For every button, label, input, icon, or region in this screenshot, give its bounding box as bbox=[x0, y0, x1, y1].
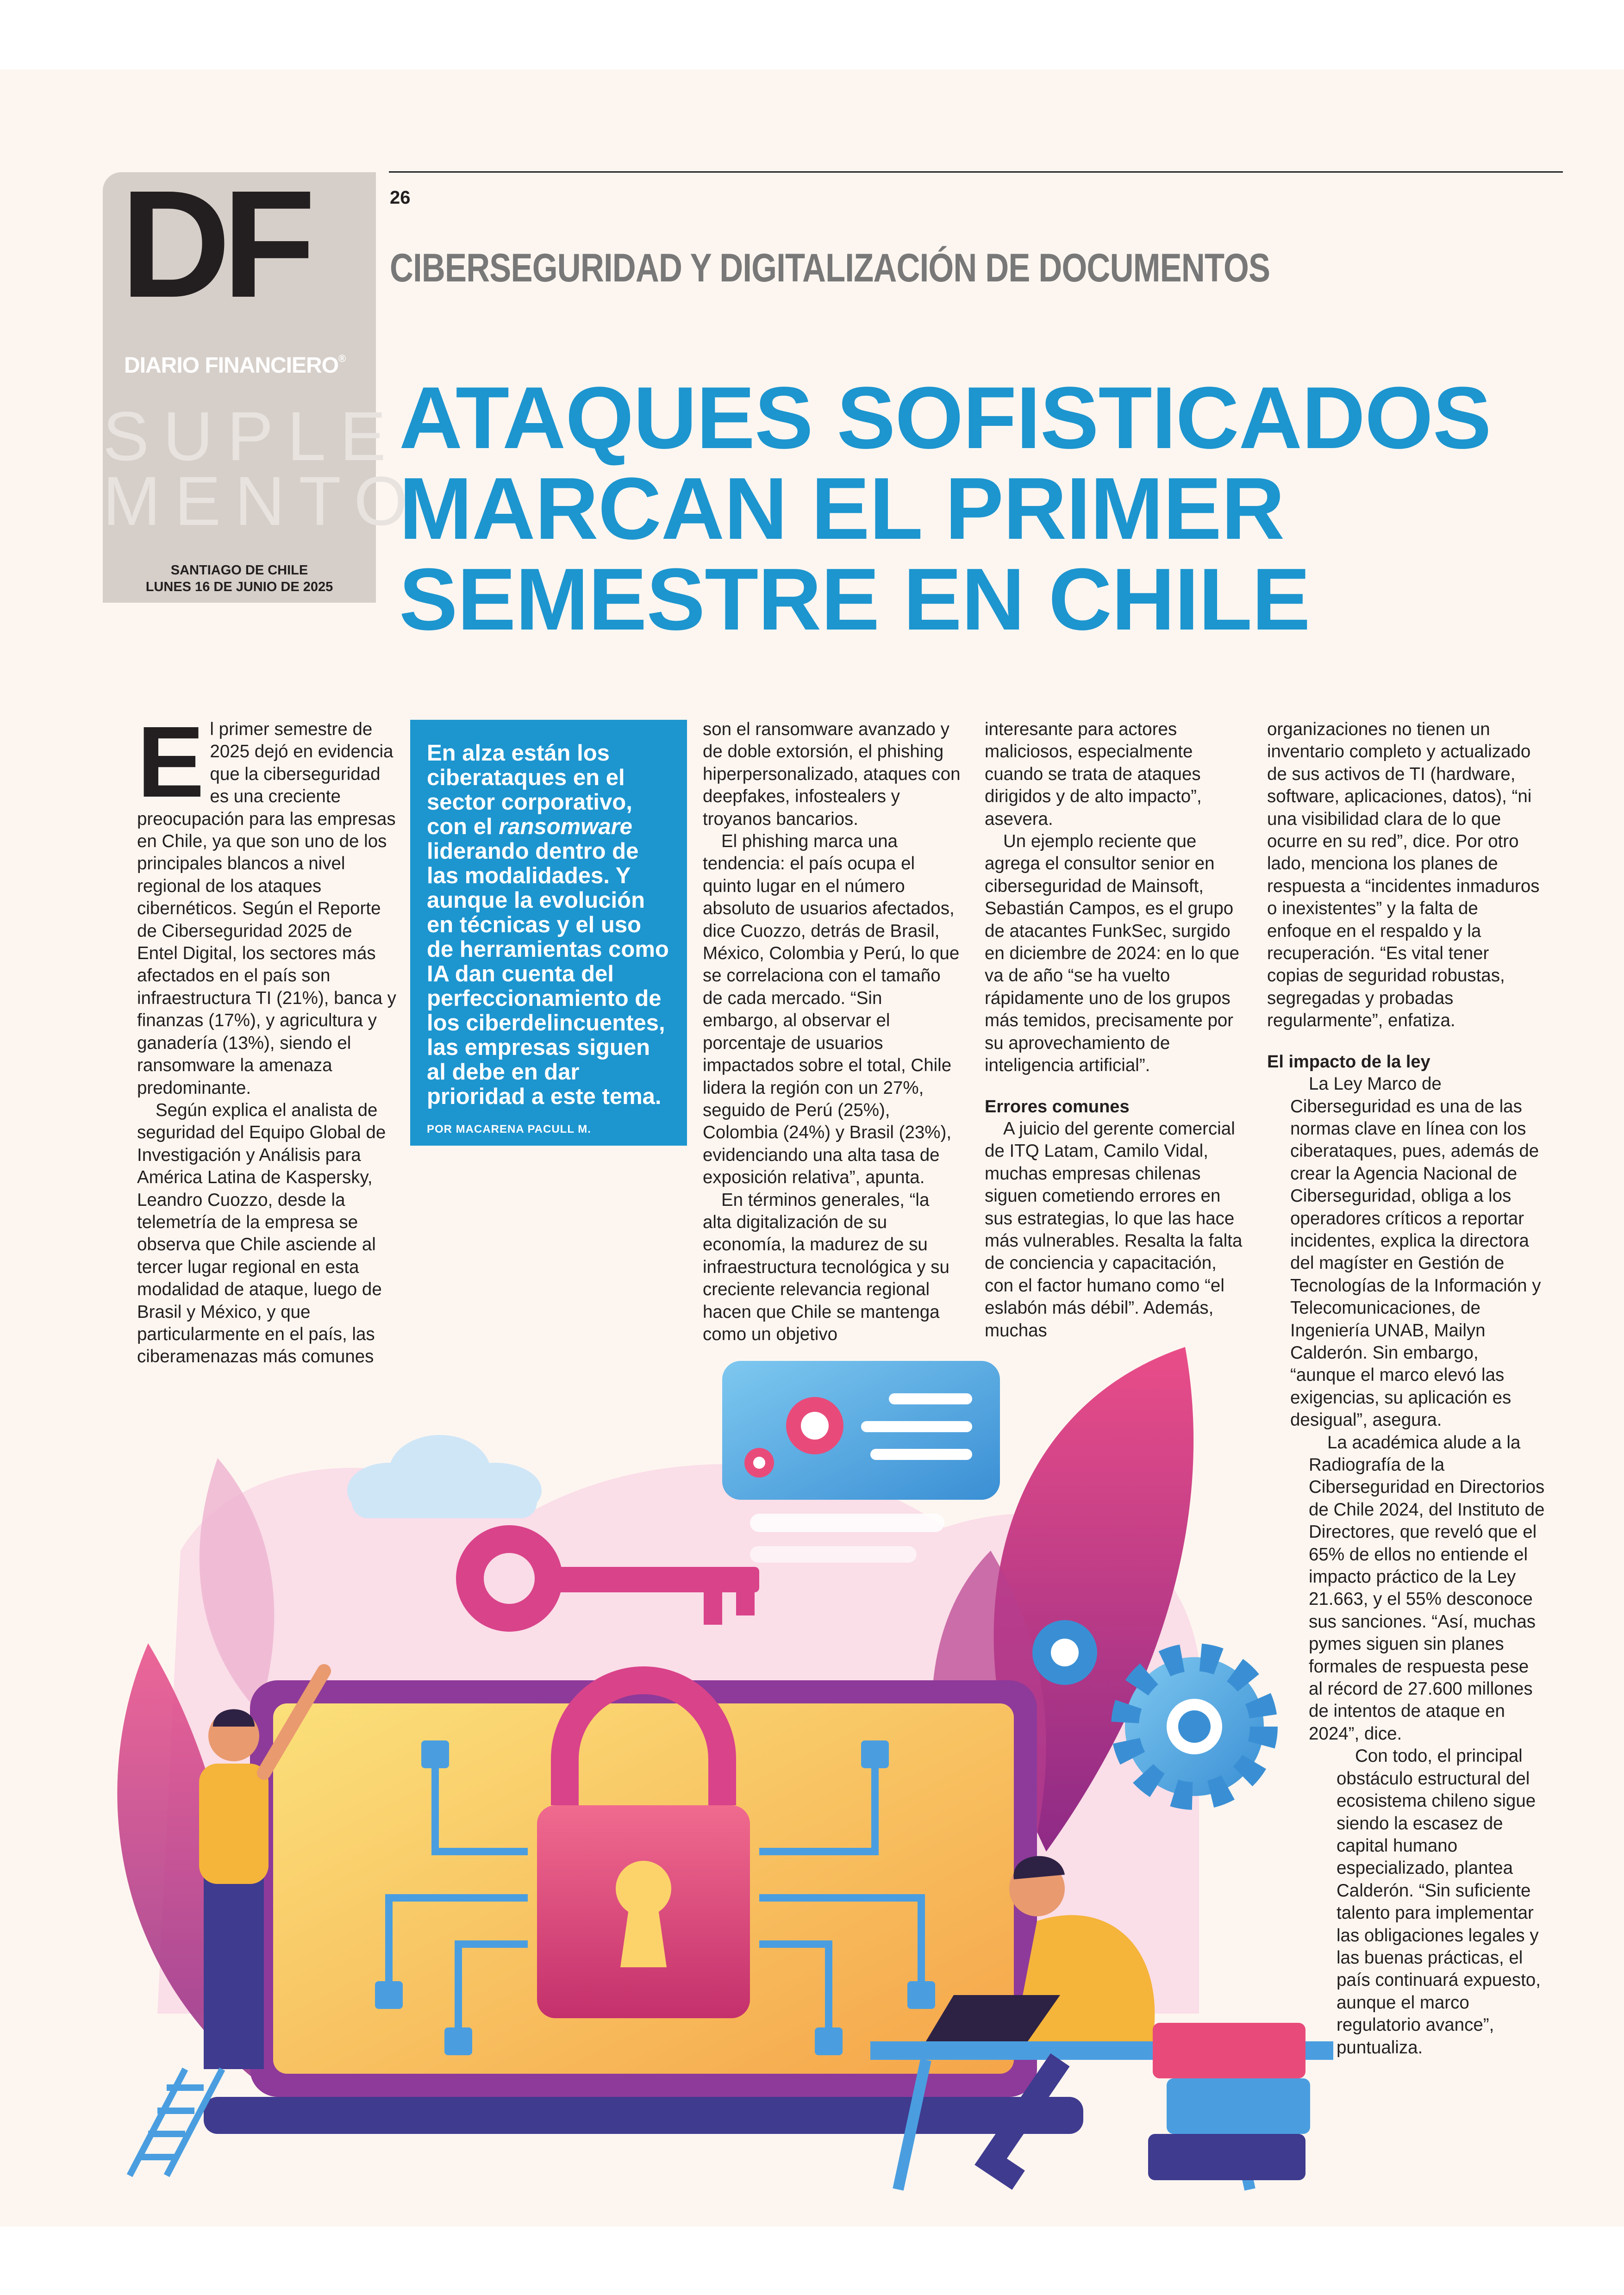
chat-window-icon bbox=[722, 1361, 1000, 1500]
edition-info bbox=[103, 562, 376, 595]
article-paragraph: A juicio del gerente comercial de ITQ Latam, Camilo Vidal, muchas empresas chilenas siguen cometiendo errores en sus estrategias, lo que las hace más vulnerables. Resalta la falta de conciencia y capacitación, con el factor humano como “el eslabón más débil”. Además, muchas bbox=[985, 1118, 1243, 1341]
article-paragraph: La Ley Marco de Ciberseguridad es una de las normas clave en línea con los ciberataques, pues, además de crear la Agencia Nacional de Ciberseguridad, obliga a los operadores críticos a reportar incidentes, explica la directora del magíster en Gestión de Tecnologías de la Información y Telecomunicaciones, de Ingeniería UNAB, Mailyn Calderón. Sin embargo, “aunque el marco elevó las exigencias, su aplicación es desigual”, asegura. bbox=[1290, 1074, 1541, 1430]
article-column-1 bbox=[137, 706, 396, 1368]
article-paragraph: interesante para actores maliciosos, especialmente cuando se trata de ataques dirigidos y de alto impacto”, asevera. bbox=[985, 719, 1202, 829]
gear-icon bbox=[1125, 1657, 1264, 1796]
byline: POR MACARENA PACULL M. bbox=[427, 1123, 591, 1135]
cloud-icon bbox=[347, 1435, 542, 1518]
panel-placeholder bbox=[750, 1546, 917, 1563]
page-number: 26 bbox=[390, 187, 411, 208]
article-column-2 bbox=[703, 718, 962, 1346]
article-paragraph: Con todo, el principal obstáculo estructural del ecosistema chileno sigue siendo la escasez de capital humano especializado, plantea Calderón. “Sin suficiente talento para implementar las obligaciones legales y las buenas prácticas, el país continuará expuesto, aunque el marco regulatorio avance”, puntualiza. bbox=[1337, 1746, 1541, 2058]
panel-placeholder bbox=[750, 1514, 944, 1532]
pull-quote: En alza están los ciberataques en el sector corporativo, con el ransomware liderando dentro de las modalidades. Y aunque la evolución en técnicas y el uso de herramientas como IA dan cuenta del perfeccionamiento de los ciberdelincuentes, las empresas siguen al debe en dar prioridad a este tema. bbox=[427, 741, 669, 1109]
df-logo: DF bbox=[120, 158, 307, 329]
article-paragraph: La académica alude a la Radiografía de la Ciberseguridad en Directorios de Chile 2024, del Instituto de Directores, que reveló que el 65% de ellos no entiende el impacto práctico de la Ley 21.663, y el 55% desconoce sus sanciones. “Así, muchas pymes siguen sin planes formales de respuesta pese al récord de 27.600 millones de intentos de ataque en 2024”, dice. bbox=[1309, 1432, 1545, 1744]
article-paragraph: Según explica el analista de seguridad del Equipo Global de Investigación y Análisis para América Latina de Kaspersky, Leandro Cuozzo, desde la telemetría de la empresa se observa que Chile asciende al tercer lugar regional en esta modalidad de ataque, luego de Brasil y México, y que particularmente en el país, las ciberamenazas más comunes bbox=[137, 1100, 386, 1367]
article-paragraph: El primer semestre de 2025 dejó en evidencia que la ciberseguridad es una creciente preocupación para las empresas en Chile, ya que son uno de los principales blancos a nivel regional de los ataques cibernéticos. Según el Reporte de Ciberseguridad 2025 de Entel Digital, los sectores más afectados en el país son infraestructura TI (21%), banca y finanzas (17%), y agricultura y ganadería (13%), siendo el ransomware la amenaza predominante. bbox=[137, 706, 396, 1098]
supplement-label: SUPLE MENTO bbox=[103, 397, 422, 540]
masthead-name: DIARIO FINANCIERO® bbox=[124, 353, 346, 378]
article-paragraph: organizaciones no tienen un inventario completo y actualizado de sus activos de TI (hardware, software, aplicaciones, datos), “ni una visibilidad clara de lo que ocurre en su red”, dice. Por otro lado, menciona los planes de respuesta a “incidentes inmaduros o inexistentes” y la falta de enfoque en el respaldo y la recuperación. “Es vital tener copias de seguridad robustas, segregadas y probadas regularmente”, enfatiza. bbox=[1267, 719, 1540, 1031]
drop-cap: E bbox=[137, 706, 205, 818]
edition-date: LUNES 16 DE JUNIO DE 2025 bbox=[145, 580, 333, 594]
laptop-base bbox=[204, 2097, 1083, 2134]
cybersecurity-illustration bbox=[65, 1319, 1333, 2199]
subheading-errores: Errores comunes bbox=[985, 1097, 1130, 1116]
pull-quote-box bbox=[410, 720, 687, 1146]
gear-icon bbox=[1032, 1620, 1097, 1685]
subheading-ley: El impacto de la ley bbox=[1267, 1052, 1430, 1072]
article-paragraph: Un ejemplo reciente que agrega el consultor senior en ciberseguridad de Mainsoft, Sebastián Campos, es el grupo de atacantes FunkSec, surgido en diciembre de 2024: en lo que va de año “se ha vuelto rápidamente uno de los grupos más temidos, precisamente por su aprovechamiento de inteligencia artificial”. bbox=[985, 831, 1240, 1076]
article-column-3 bbox=[985, 718, 1244, 1342]
article-paragraph: son el ransomware avanzado y de doble extorsión, el phishing hiperpersonalizado, ataques con deepfakes, infostealers y troyanos bancarios. bbox=[703, 719, 961, 829]
article-paragraph: En términos generales, “la alta digitalización de su economía, la madurez de su infraestructura tecnológica y su creciente relevancia regional hacen que Chile se mantenga como un objetivo bbox=[703, 1190, 949, 1344]
edition-city: SANTIAGO DE CHILE bbox=[170, 563, 308, 578]
top-rule bbox=[389, 171, 1563, 173]
books-icon bbox=[1148, 2023, 1310, 2180]
article-paragraph: El phishing marca una tendencia: el país ocupa el quinto lugar en el número absoluto de usuarios afectados, dice Cuozzo, detrás de Brasil, México, Colombia y Perú, lo que se correlaciona con el tamaño de cada mercado. “Sin embargo, al observar el porcentaje de usuarios impactados sobre el total, Chile lidera la región con un 27%, seguido de Perú (25%), Colombia (24%) y Brasil (23%), evidenciando una alta tasa de exposición relativa”, apunta. bbox=[703, 831, 960, 1188]
headline: ATAQUES SOFISTICADOS MARCAN EL PRIMER SEMESTRE EN CHILE bbox=[399, 369, 1491, 649]
section-kicker: CIBERSEGURIDAD Y DIGITALIZACIÓN DE DOCUMENTOS bbox=[390, 246, 1270, 290]
